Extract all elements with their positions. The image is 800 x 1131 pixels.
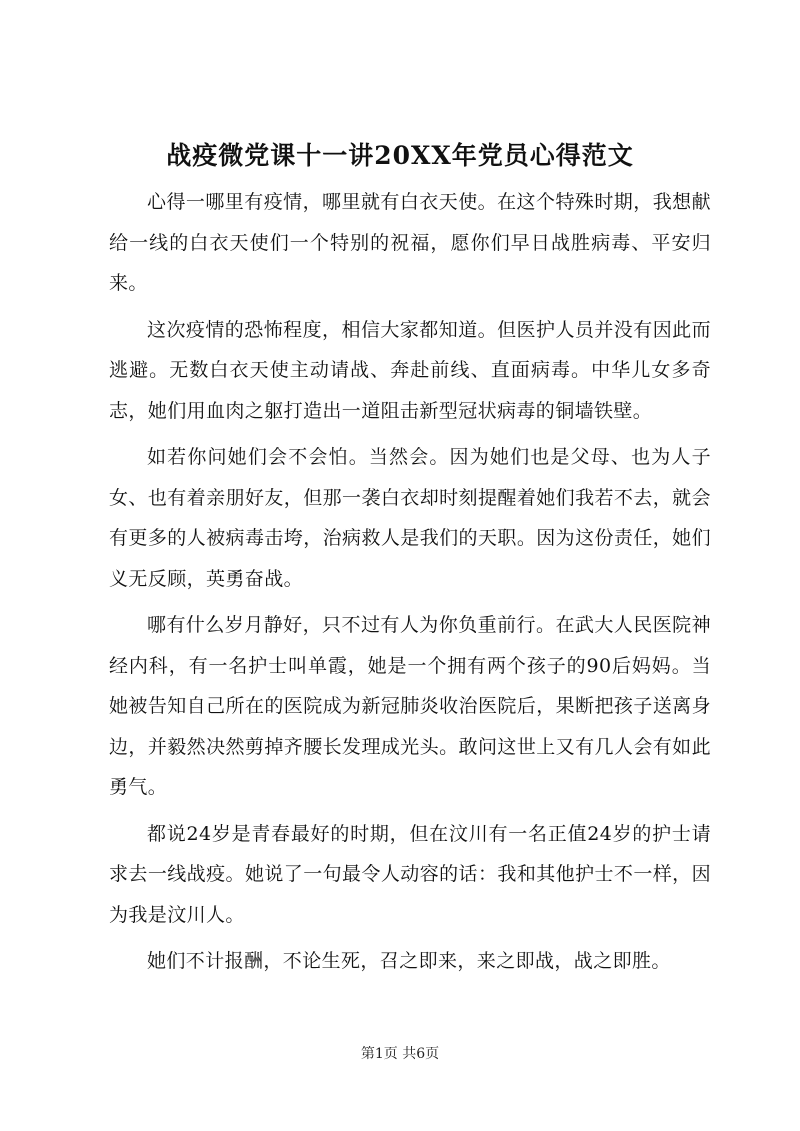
paragraph: 心得一哪里有疫情，哪里就有白衣天使。在这个特殊时期，我想献给一线的白衣天使们一个特别的祝福，愿你们早日战胜病毒、平安归来。: [109, 191, 711, 294]
document-title: 战疫微党课十一讲20XX年党员心得范文: [166, 141, 634, 170]
paragraph: 她们不计报酬，不论生死，召之即来，来之即战，战之即胜。: [147, 950, 671, 972]
paragraph: 这次疫情的恐怖程度，相信大家都知道。但医护人员并没有因此而逃避。无数白衣天使主动请战、奔赴前线、直面病毒。中华儿女多奇志，她们用血肉之躯打造出一道阻击新型冠状病毒的铜墙铁壁。: [109, 318, 711, 422]
paragraph: 哪有什么岁月静好，只不过有人为你负重前行。在武大人民医院神经内科，有一名护士叫单霞，她是一个拥有两个孩子的90后妈妈。当她被告知自己所在的医院成为新冠肺炎收治医院后，果断把孩子送离身边，并毅然决然剪掉齐腰长发理成光头。敢问这世上又有几人会有如此勇气。: [109, 614, 711, 798]
document-body: [109, 182, 711, 988]
paragraph: 如若你问她们会不会怕。当然会。因为她们也是父母、也为人子女、也有着亲朋好友，但那一袭白衣却时刻提醒着她们我若不去，就会有更多的人被病毒击垮，治病救人是我们的天职。因为这份责任，她们义无反顾，英勇奋战。: [109, 446, 711, 590]
page-number-footer: 第1页 共6页: [360, 1046, 440, 1062]
paragraph: 都说24岁是青春最好的时期，但在汶川有一名正值24岁的护士请求去一线战疫。她说了一句最令人动容的话：我和其他护士不一样，因为我是汶川人。: [109, 822, 711, 926]
